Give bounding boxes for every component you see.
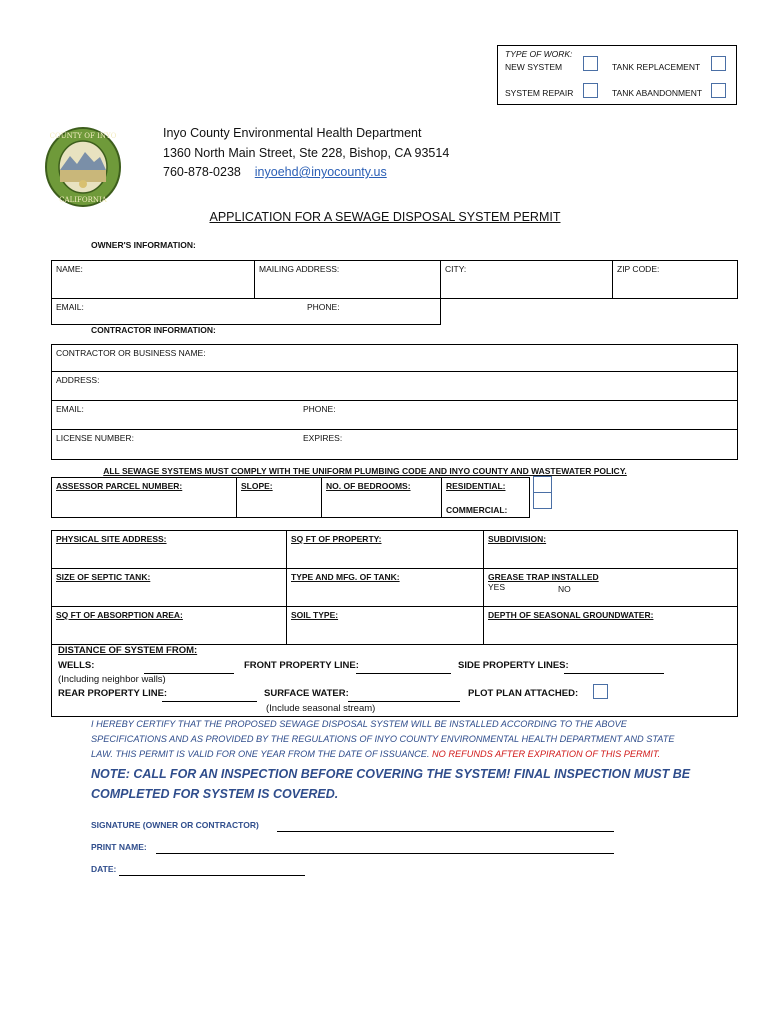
owner-city-field[interactable]: CITY:	[441, 261, 613, 299]
owner-email-phone-row[interactable]	[52, 299, 441, 325]
site-table	[51, 530, 738, 645]
compliance-notice: ALL SEWAGE SYSTEMS MUST COMPLY WITH THE UNIFORM PLUMBING CODE AND INYO COUNTY AND WASTEWATER POLICY.	[103, 466, 627, 476]
side-lines-label: SIDE PROPERTY LINES:	[458, 660, 569, 671]
commercial-checkbox[interactable]	[533, 492, 552, 509]
plot-plan-checkbox[interactable]	[593, 684, 608, 699]
inspection-note: NOTE: CALL FOR AN INSPECTION BEFORE COVERING THE SYSTEM! FINAL INSPECTION MUST BE COMPLETED FOR SYSTEM IS COVERED.	[91, 767, 691, 801]
owner-table	[51, 260, 738, 325]
tank-size-field[interactable]: SIZE OF SEPTIC TANK:	[52, 569, 287, 607]
grease-trap-no: NO	[558, 584, 571, 594]
distance-box	[51, 643, 738, 717]
tank-replacement-checkbox[interactable]	[711, 56, 726, 71]
owner-mailing-address-field[interactable]: MAILING ADDRESS:	[255, 261, 441, 299]
grease-trap-label: GREASE TRAP INSTALLED	[488, 572, 599, 582]
soil-type-field[interactable]: SOIL TYPE:	[287, 607, 484, 645]
parcel-table	[51, 477, 530, 518]
department-name: Inyo County Environmental Health Department	[163, 126, 422, 140]
new-system-checkbox[interactable]	[583, 56, 598, 71]
residential-checkbox[interactable]	[533, 476, 552, 493]
owner-section-label: OWNER'S INFORMATION:	[91, 240, 196, 250]
tank-abandonment-label: TANK ABANDONMENT	[612, 88, 703, 98]
absorption-area-field[interactable]: SQ FT OF ABSORPTION AREA:	[52, 607, 287, 645]
slope-field[interactable]: SLOPE:	[237, 478, 322, 518]
subdivision-field[interactable]: SUBDIVISION:	[484, 531, 738, 569]
no-refunds-text: NO REFUNDS AFTER EXPIRATION OF THIS PERMIT.	[432, 749, 661, 759]
signature-label: SIGNATURE (OWNER OR CONTRACTOR)	[91, 820, 259, 830]
department-phone: 760-878-0238	[163, 165, 241, 179]
surface-water-note: (Include seasonal stream)	[266, 703, 376, 714]
contractor-table	[51, 344, 738, 460]
type-of-work-label: TYPE OF WORK:	[505, 49, 573, 59]
owner-zip-field[interactable]: ZIP CODE:	[613, 261, 738, 299]
seal-bottom-text: CALIFORNIA	[59, 196, 107, 204]
seal-top-text: COUNTY OF INYO	[49, 132, 117, 140]
department-email-link[interactable]: inyoehd@inyocounty.us	[254, 165, 387, 179]
front-line-label: FRONT PROPERTY LINE:	[244, 660, 359, 671]
physical-address-field[interactable]: PHYSICAL SITE ADDRESS:	[52, 531, 287, 569]
signature-input[interactable]	[277, 831, 614, 832]
surface-water-label: SURFACE WATER:	[264, 688, 349, 699]
contractor-address-field[interactable]: ADDRESS:	[52, 372, 738, 401]
contractor-section-label: CONTRACTOR INFORMATION:	[91, 325, 216, 335]
contractor-business-name-field[interactable]: CONTRACTOR OR BUSINESS NAME:	[52, 345, 738, 372]
commercial-label: COMMERCIAL:	[446, 505, 508, 515]
date-label: DATE:	[91, 864, 117, 874]
distance-title: DISTANCE OF SYSTEM FROM:	[58, 645, 198, 656]
grease-trap-cell[interactable]	[484, 569, 738, 607]
certification-text: I HEREBY CERTIFY THAT THE PROPOSED SEWAGE DISPOSAL SYSTEM WILL BE INSTALLED ACCORDING TO THE ABOVE SPECIFICATIONS AND AS PROVIDED BY THE REGULATIONS OF INYO COUNTY ENVIRONMENTAL HEALTH DEPARTMENT AND STATE LAW. THIS PERMIT IS VALID FOR ONE YEAR FROM THE DATE OF ISSUANCE. NO REFUNDS AFTER EXPIRATION OF THIS PERMIT.	[91, 719, 675, 759]
system-repair-checkbox[interactable]	[583, 83, 598, 98]
residential-label: RESIDENTIAL:	[446, 481, 506, 491]
tank-abandonment-checkbox[interactable]	[711, 83, 726, 98]
front-line-input[interactable]	[356, 673, 451, 674]
department-address: 1360 North Main Street, Ste 228, Bishop, CA 93514	[163, 145, 450, 160]
surface-water-input[interactable]	[348, 701, 460, 702]
bedrooms-field[interactable]: NO. OF BEDROOMS:	[322, 478, 442, 518]
owner-phone-label: PHONE:	[307, 302, 340, 312]
apn-field[interactable]: ASSESSOR PARCEL NUMBER:	[52, 478, 237, 518]
tank-type-field[interactable]: TYPE AND MFG. OF TANK:	[287, 569, 484, 607]
tank-replacement-label: TANK REPLACEMENT	[612, 62, 701, 72]
sqft-property-field[interactable]: SQ FT OF PROPERTY:	[287, 531, 484, 569]
groundwater-depth-field[interactable]: DEPTH OF SEASONAL GROUNDWATER:	[484, 607, 738, 645]
print-name-input[interactable]	[156, 853, 614, 854]
type-of-work-box	[497, 45, 737, 105]
rear-line-label: REAR PROPERTY LINE:	[58, 688, 168, 699]
date-input[interactable]	[119, 875, 305, 876]
print-name-label: PRINT NAME:	[91, 842, 147, 852]
owner-name-field[interactable]: NAME:	[52, 261, 255, 299]
page-title: APPLICATION FOR A SEWAGE DISPOSAL SYSTEM PERMIT	[209, 210, 561, 224]
county-seal-icon	[44, 126, 122, 208]
use-type-cell	[442, 478, 530, 518]
wells-label: WELLS:	[58, 660, 95, 671]
side-lines-input[interactable]	[564, 673, 664, 674]
new-system-label: NEW SYSTEM	[505, 62, 563, 72]
owner-email-label: EMAIL:	[56, 302, 84, 312]
contractor-license-row[interactable]: LICENSE NUMBER: EXPIRES:	[52, 430, 738, 460]
contractor-email-phone-row[interactable]: EMAIL: PHONE:	[52, 401, 738, 430]
system-repair-label: SYSTEM REPAIR	[505, 88, 574, 98]
rear-line-input[interactable]	[162, 701, 257, 702]
plot-plan-label: PLOT PLAN ATTACHED:	[468, 688, 579, 699]
wells-note: (Including neighbor walls)	[58, 674, 166, 685]
grease-trap-yes: YES	[488, 582, 506, 592]
